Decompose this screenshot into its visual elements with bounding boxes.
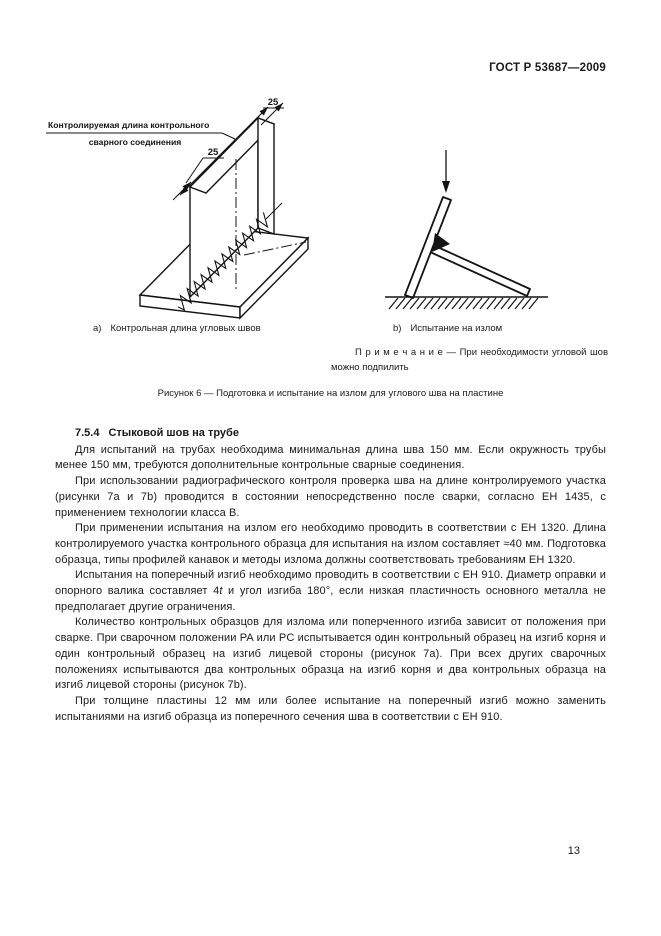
ground-hatching [389,298,538,309]
leader-label [46,120,235,147]
figure-a-caption-label: a) [93,323,102,334]
figure-b-caption [393,323,502,334]
body-paragraph: При толщине пластины 12 мм или более испытание на поперечный изгиб можно заменить испытаниями на изгиб образца из поперечного сечения шва в соответствии с ЕН 910. [55,694,606,723]
section-title: Стыковой шов на трубе [108,427,239,439]
doc-code-header: ГОСТ Р 53687—2009 [489,62,606,74]
page-number: 13 [567,845,580,857]
standing-plate [405,197,451,298]
body-paragraph: Испытания на поперечный изгиб необходимо проводить в соответствии с ЕН 910. Диаметр оправки и опорного валика составляет 4t и угол изгиба 180°, если низкая пластичность основного металла не предполагает другие ограничения. [55,569,606,613]
svg-text:25: 25 [267,97,279,108]
broken-plate [430,245,530,296]
figure-a-caption [93,323,261,334]
section-number: 7.5.4 [75,427,100,439]
figure-a-caption-text: Контрольная длина угловых швов [110,323,261,334]
body-paragraph: При использовании радиографического контроля проверка шва на длине контролируемого участка (рисунки 7a и 7b) проводится в состоянии непосредственно после сварки, согласно ЕН 1435, с применением технологии класса В. [55,475,606,519]
figure-caption: Рисунок 6 — Подготовка и испытание на излом для углового шва на пластине [157,388,504,399]
body-paragraph: При применении испытания на излом его необходимо проводить в соответствии с ЕН 1320. Длина контролируемого участка контрольного образца для испытания на излом составляет ≈40 мм. Подготовка образца, типы профилей канавок и методы излома должны соответствовать требованиям ЕН 1320. [55,522,606,566]
variable-t: t [219,585,223,598]
figure-b-caption-label: b) [393,323,402,334]
body-paragraph: Количество контрольных образцов для излома или поперченного изгиба зависит от положения при сварке. При сварочном положении PA или PC испытывается один контрольный образец на изгиб корня и один контрольный образец на изгиб лицевой стороны (рисунок 7a). При всех других сварочных положениях испытываются два контрольных образца на изгиб корня и два контрольных образца на изгиб лицевой стороны (рисунок 7b). [55,616,606,692]
svg-text:Контролируемая длина контрольн: Контролируемая длина контрольного [48,120,210,130]
svg-text:сварного соединения: сварного соединения [88,137,182,147]
figure-6b-diagram [385,142,600,320]
body-paragraph: Для испытаний на трубах необходима минимальная длина шва 150 мм. Если окружность трубы менее 150 мм, требуются дополнительные контрольные сварные соединения. [55,443,606,472]
figure-b-caption-text: Испытание на излом [410,323,503,334]
force-arrow [442,150,450,193]
svg-text:25: 25 [207,147,219,158]
figure-6a-diagram [40,95,340,327]
figure-note: П р и м е ч а н и е — При необходимости угловой шов можно подпилить [331,347,608,373]
section-7-5-4 [55,426,606,725]
section-heading [55,426,606,442]
